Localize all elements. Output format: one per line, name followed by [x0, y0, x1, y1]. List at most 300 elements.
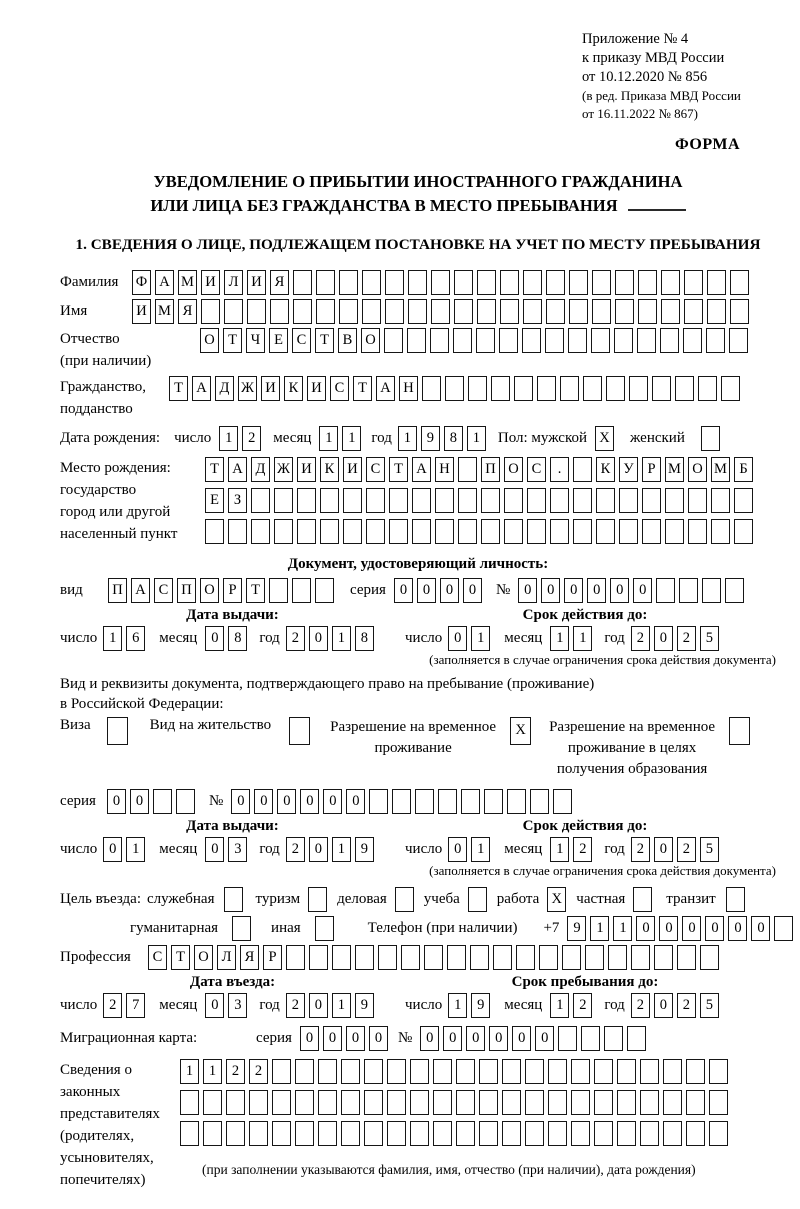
doc-series-box[interactable]: 0	[417, 578, 436, 603]
representatives-char-box[interactable]	[709, 1059, 728, 1084]
birthplace-char-box[interactable]: Д	[251, 457, 270, 482]
firstname-char-box[interactable]	[293, 299, 312, 324]
representatives-char-box[interactable]	[249, 1121, 268, 1146]
migration-number-box[interactable]: 0	[420, 1026, 439, 1051]
representatives-char-box[interactable]	[502, 1090, 521, 1115]
patronymic-char-box[interactable]: О	[200, 328, 219, 353]
birthplace-char-box[interactable]	[274, 488, 293, 513]
representatives-char-box[interactable]: 2	[226, 1059, 245, 1084]
profession-char-box[interactable]	[539, 945, 558, 970]
representatives-char-box[interactable]	[272, 1121, 291, 1146]
female-checkbox[interactable]	[701, 426, 720, 451]
residence-issue-year-box[interactable]: 0	[309, 837, 328, 862]
firstname-char-box[interactable]: Я	[178, 299, 197, 324]
stay-year-box[interactable]: 5	[700, 993, 719, 1018]
residence-valid-year-box[interactable]: 5	[700, 837, 719, 862]
profession-char-box[interactable]	[700, 945, 719, 970]
representatives-char-box[interactable]	[226, 1121, 245, 1146]
birthplace-char-box[interactable]: Р	[642, 457, 661, 482]
residence-valid-year-box[interactable]: 0	[654, 837, 673, 862]
citizenship-char-box[interactable]: Ж	[238, 376, 257, 401]
profession-char-box[interactable]: О	[194, 945, 213, 970]
residence-number-box[interactable]	[438, 789, 457, 814]
birthplace-char-box[interactable]	[366, 488, 385, 513]
birthplace-char-box[interactable]: П	[481, 457, 500, 482]
representatives-char-box[interactable]	[456, 1090, 475, 1115]
surname-char-box[interactable]	[339, 270, 358, 295]
birthplace-char-box[interactable]	[504, 488, 523, 513]
representatives-char-box[interactable]: 2	[249, 1059, 268, 1084]
birthplace-char-box[interactable]: Т	[205, 457, 224, 482]
surname-char-box[interactable]: М	[178, 270, 197, 295]
issue-day-box[interactable]: 6	[126, 626, 145, 651]
migration-number-box[interactable]	[558, 1026, 577, 1051]
patronymic-char-box[interactable]	[499, 328, 518, 353]
issue-day-box[interactable]: 1	[103, 626, 122, 651]
profession-char-box[interactable]	[470, 945, 489, 970]
citizenship-char-box[interactable]	[652, 376, 671, 401]
surname-char-box[interactable]	[730, 270, 749, 295]
representatives-char-box[interactable]	[318, 1121, 337, 1146]
birthplace-char-box[interactable]	[343, 488, 362, 513]
citizenship-char-box[interactable]	[698, 376, 717, 401]
firstname-char-box[interactable]	[385, 299, 404, 324]
doc-kind-char-box[interactable]: Р	[223, 578, 242, 603]
citizenship-char-box[interactable]	[560, 376, 579, 401]
birthdate-month-box[interactable]: 1	[342, 426, 361, 451]
birthplace-char-box[interactable]	[619, 519, 638, 544]
patronymic-char-box[interactable]	[407, 328, 426, 353]
firstname-char-box[interactable]	[408, 299, 427, 324]
representatives-char-box[interactable]	[433, 1059, 452, 1084]
surname-char-box[interactable]: Ф	[132, 270, 151, 295]
birthplace-char-box[interactable]	[688, 488, 707, 513]
firstname-char-box[interactable]	[707, 299, 726, 324]
birthplace-char-box[interactable]	[642, 488, 661, 513]
birthplace-char-box[interactable]: И	[297, 457, 316, 482]
profession-char-box[interactable]: С	[148, 945, 167, 970]
firstname-char-box[interactable]	[201, 299, 220, 324]
birthplace-char-box[interactable]: Е	[205, 488, 224, 513]
citizenship-char-box[interactable]: Н	[399, 376, 418, 401]
patronymic-char-box[interactable]	[522, 328, 541, 353]
birthplace-char-box[interactable]	[550, 519, 569, 544]
purpose-checkbox[interactable]	[468, 887, 487, 912]
residence-number-box[interactable]	[369, 789, 388, 814]
issue-month-box[interactable]: 0	[205, 626, 224, 651]
surname-char-box[interactable]	[546, 270, 565, 295]
issue-year-box[interactable]: 0	[309, 626, 328, 651]
representatives-char-box[interactable]	[709, 1090, 728, 1115]
representatives-char-box[interactable]	[272, 1090, 291, 1115]
surname-char-box[interactable]	[638, 270, 657, 295]
doc-number-box[interactable]: 0	[610, 578, 629, 603]
citizenship-char-box[interactable]	[468, 376, 487, 401]
residence-number-box[interactable]	[484, 789, 503, 814]
doc-kind-char-box[interactable]: П	[177, 578, 196, 603]
birthplace-char-box[interactable]: С	[527, 457, 546, 482]
surname-char-box[interactable]	[684, 270, 703, 295]
citizenship-char-box[interactable]: И	[261, 376, 280, 401]
representatives-char-box[interactable]	[594, 1059, 613, 1084]
migration-series-box[interactable]: 0	[300, 1026, 319, 1051]
birthplace-char-box[interactable]	[205, 519, 224, 544]
migration-number-box[interactable]	[581, 1026, 600, 1051]
representatives-char-box[interactable]	[410, 1121, 429, 1146]
citizenship-char-box[interactable]	[629, 376, 648, 401]
valid-year-box[interactable]: 2	[677, 626, 696, 651]
birthplace-char-box[interactable]: О	[504, 457, 523, 482]
stay-month-box[interactable]: 2	[573, 993, 592, 1018]
patronymic-char-box[interactable]: Е	[269, 328, 288, 353]
citizenship-char-box[interactable]	[514, 376, 533, 401]
representatives-char-box[interactable]	[479, 1059, 498, 1084]
representatives-char-box[interactable]	[640, 1121, 659, 1146]
representatives-char-box[interactable]	[640, 1090, 659, 1115]
representatives-char-box[interactable]	[433, 1090, 452, 1115]
residence-number-box[interactable]: 0	[300, 789, 319, 814]
purpose-checkbox[interactable]	[315, 916, 334, 941]
representatives-char-box[interactable]	[502, 1121, 521, 1146]
patronymic-char-box[interactable]	[683, 328, 702, 353]
purpose-checkbox[interactable]	[633, 887, 652, 912]
citizenship-char-box[interactable]: Д	[215, 376, 234, 401]
profession-char-box[interactable]	[677, 945, 696, 970]
surname-char-box[interactable]: Я	[270, 270, 289, 295]
residence-series-box[interactable]	[176, 789, 195, 814]
profession-char-box[interactable]: Л	[217, 945, 236, 970]
phone-digit-box[interactable]: 1	[613, 916, 632, 941]
phone-digit-box[interactable]: 0	[659, 916, 678, 941]
issue-month-box[interactable]: 8	[228, 626, 247, 651]
firstname-char-box[interactable]	[684, 299, 703, 324]
firstname-char-box[interactable]: М	[155, 299, 174, 324]
birthplace-char-box[interactable]	[435, 519, 454, 544]
surname-char-box[interactable]	[477, 270, 496, 295]
representatives-char-box[interactable]	[525, 1090, 544, 1115]
representatives-char-box[interactable]	[387, 1121, 406, 1146]
valid-year-box[interactable]: 0	[654, 626, 673, 651]
firstname-char-box[interactable]	[339, 299, 358, 324]
phone-digit-box[interactable]: 0	[751, 916, 770, 941]
migration-number-box[interactable]: 0	[443, 1026, 462, 1051]
citizenship-char-box[interactable]: А	[376, 376, 395, 401]
phone-digit-box[interactable]: 9	[567, 916, 586, 941]
visa-checkbox[interactable]	[107, 717, 128, 745]
representatives-char-box[interactable]	[686, 1059, 705, 1084]
profession-char-box[interactable]	[447, 945, 466, 970]
birthplace-char-box[interactable]	[573, 457, 592, 482]
firstname-char-box[interactable]	[730, 299, 749, 324]
profession-char-box[interactable]: Р	[263, 945, 282, 970]
firstname-char-box[interactable]	[661, 299, 680, 324]
firstname-char-box[interactable]	[270, 299, 289, 324]
patronymic-char-box[interactable]	[706, 328, 725, 353]
representatives-char-box[interactable]	[548, 1059, 567, 1084]
representatives-char-box[interactable]	[249, 1090, 268, 1115]
representatives-char-box[interactable]	[226, 1090, 245, 1115]
birthplace-char-box[interactable]	[251, 519, 270, 544]
residence-number-box[interactable]: 0	[346, 789, 365, 814]
surname-char-box[interactable]	[661, 270, 680, 295]
profession-char-box[interactable]	[608, 945, 627, 970]
valid-month-box[interactable]: 1	[550, 626, 569, 651]
representatives-char-box[interactable]	[548, 1121, 567, 1146]
residence-issue-month-box[interactable]: 0	[205, 837, 224, 862]
patronymic-char-box[interactable]: О	[361, 328, 380, 353]
residence-issue-year-box[interactable]: 9	[355, 837, 374, 862]
firstname-char-box[interactable]	[477, 299, 496, 324]
birthplace-char-box[interactable]	[297, 488, 316, 513]
patronymic-char-box[interactable]: С	[292, 328, 311, 353]
residence-issue-year-box[interactable]: 2	[286, 837, 305, 862]
citizenship-char-box[interactable]	[445, 376, 464, 401]
doc-number-box[interactable]: 0	[518, 578, 537, 603]
residence-issue-day-box[interactable]: 1	[126, 837, 145, 862]
purpose-checkbox[interactable]	[395, 887, 414, 912]
birthplace-char-box[interactable]	[458, 488, 477, 513]
representatives-char-box[interactable]	[571, 1090, 590, 1115]
representatives-char-box[interactable]	[456, 1059, 475, 1084]
residence-number-box[interactable]	[415, 789, 434, 814]
representatives-char-box[interactable]	[571, 1059, 590, 1084]
profession-char-box[interactable]	[332, 945, 351, 970]
birthplace-char-box[interactable]: М	[665, 457, 684, 482]
representatives-char-box[interactable]	[456, 1121, 475, 1146]
entry-month-box[interactable]: 0	[205, 993, 224, 1018]
profession-char-box[interactable]: Я	[240, 945, 259, 970]
doc-series-box[interactable]: 0	[463, 578, 482, 603]
residence-number-box[interactable]: 0	[323, 789, 342, 814]
birthplace-char-box[interactable]: Б	[734, 457, 753, 482]
surname-char-box[interactable]	[408, 270, 427, 295]
birthdate-year-box[interactable]: 1	[398, 426, 417, 451]
representatives-char-box[interactable]	[709, 1121, 728, 1146]
patronymic-char-box[interactable]	[453, 328, 472, 353]
entry-year-box[interactable]: 0	[309, 993, 328, 1018]
purpose-checkbox[interactable]	[224, 887, 243, 912]
phone-digit-box[interactable]: 0	[728, 916, 747, 941]
profession-char-box[interactable]	[355, 945, 374, 970]
representatives-char-box[interactable]	[410, 1059, 429, 1084]
migration-series-box[interactable]: 0	[369, 1026, 388, 1051]
patronymic-char-box[interactable]	[591, 328, 610, 353]
representatives-char-box[interactable]	[663, 1059, 682, 1084]
surname-char-box[interactable]	[431, 270, 450, 295]
purpose-checkbox[interactable]: X	[547, 887, 566, 912]
surname-char-box[interactable]	[454, 270, 473, 295]
temp-permit-checkbox[interactable]: X	[510, 717, 531, 745]
birthplace-char-box[interactable]	[481, 488, 500, 513]
representatives-char-box[interactable]	[341, 1090, 360, 1115]
birthplace-char-box[interactable]	[412, 488, 431, 513]
surname-char-box[interactable]	[316, 270, 335, 295]
residence-valid-day-box[interactable]: 1	[471, 837, 490, 862]
representatives-char-box[interactable]	[295, 1059, 314, 1084]
representatives-char-box[interactable]	[433, 1121, 452, 1146]
stay-year-box[interactable]: 0	[654, 993, 673, 1018]
birthplace-char-box[interactable]: С	[366, 457, 385, 482]
profession-char-box[interactable]	[401, 945, 420, 970]
birthplace-char-box[interactable]	[412, 519, 431, 544]
doc-number-box[interactable]: 0	[587, 578, 606, 603]
profession-char-box[interactable]: Т	[171, 945, 190, 970]
patronymic-char-box[interactable]	[384, 328, 403, 353]
representatives-char-box[interactable]	[203, 1121, 222, 1146]
surname-char-box[interactable]	[592, 270, 611, 295]
birthdate-day-box[interactable]: 2	[242, 426, 261, 451]
residence-valid-month-box[interactable]: 1	[550, 837, 569, 862]
residence-number-box[interactable]	[461, 789, 480, 814]
entry-day-box[interactable]: 2	[103, 993, 122, 1018]
representatives-char-box[interactable]	[318, 1059, 337, 1084]
surname-char-box[interactable]: Л	[224, 270, 243, 295]
birthplace-char-box[interactable]	[596, 519, 615, 544]
representatives-char-box[interactable]	[318, 1090, 337, 1115]
patronymic-char-box[interactable]	[476, 328, 495, 353]
issue-year-box[interactable]: 8	[355, 626, 374, 651]
citizenship-char-box[interactable]	[606, 376, 625, 401]
birthplace-char-box[interactable]: М	[711, 457, 730, 482]
firstname-char-box[interactable]	[224, 299, 243, 324]
firstname-char-box[interactable]	[569, 299, 588, 324]
firstname-char-box[interactable]	[592, 299, 611, 324]
residence-number-box[interactable]	[530, 789, 549, 814]
citizenship-char-box[interactable]	[583, 376, 602, 401]
birthplace-char-box[interactable]	[573, 519, 592, 544]
birthplace-char-box[interactable]	[734, 519, 753, 544]
stay-month-box[interactable]: 1	[550, 993, 569, 1018]
representatives-char-box[interactable]	[525, 1059, 544, 1084]
residence-issue-year-box[interactable]: 1	[332, 837, 351, 862]
birthplace-char-box[interactable]	[435, 488, 454, 513]
firstname-char-box[interactable]	[454, 299, 473, 324]
birthdate-month-box[interactable]: 1	[319, 426, 338, 451]
profession-char-box[interactable]	[585, 945, 604, 970]
representatives-char-box[interactable]: 1	[180, 1059, 199, 1084]
birthplace-char-box[interactable]	[389, 519, 408, 544]
residence-issue-day-box[interactable]: 0	[103, 837, 122, 862]
birthplace-char-box[interactable]	[320, 519, 339, 544]
birthplace-char-box[interactable]	[343, 519, 362, 544]
migration-number-box[interactable]: 0	[466, 1026, 485, 1051]
birthplace-char-box[interactable]	[527, 488, 546, 513]
birthplace-char-box[interactable]: Т	[389, 457, 408, 482]
representatives-char-box[interactable]	[594, 1121, 613, 1146]
stay-day-box[interactable]: 9	[471, 993, 490, 1018]
profession-char-box[interactable]	[286, 945, 305, 970]
residence-number-box[interactable]: 0	[277, 789, 296, 814]
patronymic-char-box[interactable]	[568, 328, 587, 353]
doc-number-box[interactable]: 0	[541, 578, 560, 603]
firstname-char-box[interactable]	[362, 299, 381, 324]
residence-number-box[interactable]: 0	[231, 789, 250, 814]
birthplace-char-box[interactable]: .	[550, 457, 569, 482]
valid-day-box[interactable]: 0	[448, 626, 467, 651]
representatives-char-box[interactable]	[571, 1121, 590, 1146]
firstname-char-box[interactable]	[500, 299, 519, 324]
representatives-char-box[interactable]	[479, 1090, 498, 1115]
surname-char-box[interactable]: А	[155, 270, 174, 295]
male-checkbox[interactable]: X	[595, 426, 614, 451]
representatives-char-box[interactable]	[617, 1121, 636, 1146]
representatives-char-box[interactable]	[479, 1121, 498, 1146]
birthplace-char-box[interactable]	[642, 519, 661, 544]
residence-issue-month-box[interactable]: 3	[228, 837, 247, 862]
birthplace-char-box[interactable]	[688, 519, 707, 544]
doc-number-box[interactable]: 0	[633, 578, 652, 603]
surname-char-box[interactable]	[385, 270, 404, 295]
doc-number-box[interactable]	[679, 578, 698, 603]
firstname-char-box[interactable]: И	[132, 299, 151, 324]
representatives-char-box[interactable]	[364, 1090, 383, 1115]
entry-year-box[interactable]: 1	[332, 993, 351, 1018]
residence-series-box[interactable]: 0	[107, 789, 126, 814]
representatives-char-box[interactable]	[387, 1059, 406, 1084]
stay-year-box[interactable]: 2	[631, 993, 650, 1018]
profession-char-box[interactable]	[516, 945, 535, 970]
phone-digit-box[interactable]: 1	[590, 916, 609, 941]
surname-char-box[interactable]	[569, 270, 588, 295]
surname-char-box[interactable]	[707, 270, 726, 295]
doc-series-box[interactable]: 0	[440, 578, 459, 603]
representatives-char-box[interactable]	[686, 1090, 705, 1115]
birthdate-day-box[interactable]: 1	[219, 426, 238, 451]
birthplace-char-box[interactable]	[228, 519, 247, 544]
representatives-char-box[interactable]	[663, 1090, 682, 1115]
representatives-char-box[interactable]	[272, 1059, 291, 1084]
doc-series-box[interactable]: 0	[394, 578, 413, 603]
birthplace-char-box[interactable]	[481, 519, 500, 544]
phone-digit-box[interactable]: 0	[682, 916, 701, 941]
residence-valid-day-box[interactable]: 0	[448, 837, 467, 862]
birthplace-char-box[interactable]: О	[688, 457, 707, 482]
birthplace-char-box[interactable]	[665, 519, 684, 544]
citizenship-char-box[interactable]	[675, 376, 694, 401]
surname-char-box[interactable]	[615, 270, 634, 295]
residence-permit-checkbox[interactable]	[289, 717, 310, 745]
representatives-char-box[interactable]	[364, 1059, 383, 1084]
citizenship-char-box[interactable]: К	[284, 376, 303, 401]
residence-number-box[interactable]: 0	[254, 789, 273, 814]
stay-day-box[interactable]: 1	[448, 993, 467, 1018]
patronymic-char-box[interactable]	[614, 328, 633, 353]
migration-number-box[interactable]	[627, 1026, 646, 1051]
purpose-checkbox[interactable]	[232, 916, 251, 941]
patronymic-char-box[interactable]	[729, 328, 748, 353]
birthplace-char-box[interactable]: А	[412, 457, 431, 482]
birthplace-char-box[interactable]	[274, 519, 293, 544]
birthplace-char-box[interactable]	[711, 519, 730, 544]
doc-number-box[interactable]	[725, 578, 744, 603]
residence-series-box[interactable]	[153, 789, 172, 814]
patronymic-char-box[interactable]	[545, 328, 564, 353]
birthplace-char-box[interactable]	[550, 488, 569, 513]
citizenship-char-box[interactable]: Т	[169, 376, 188, 401]
doc-number-box[interactable]	[702, 578, 721, 603]
patronymic-char-box[interactable]: Т	[315, 328, 334, 353]
citizenship-char-box[interactable]: И	[307, 376, 326, 401]
entry-month-box[interactable]: 3	[228, 993, 247, 1018]
birthplace-char-box[interactable]: Ж	[274, 457, 293, 482]
profession-char-box[interactable]	[309, 945, 328, 970]
citizenship-char-box[interactable]	[422, 376, 441, 401]
patronymic-char-box[interactable]	[660, 328, 679, 353]
representatives-char-box[interactable]	[686, 1121, 705, 1146]
patronymic-char-box[interactable]	[430, 328, 449, 353]
surname-char-box[interactable]	[500, 270, 519, 295]
representatives-char-box[interactable]	[364, 1121, 383, 1146]
